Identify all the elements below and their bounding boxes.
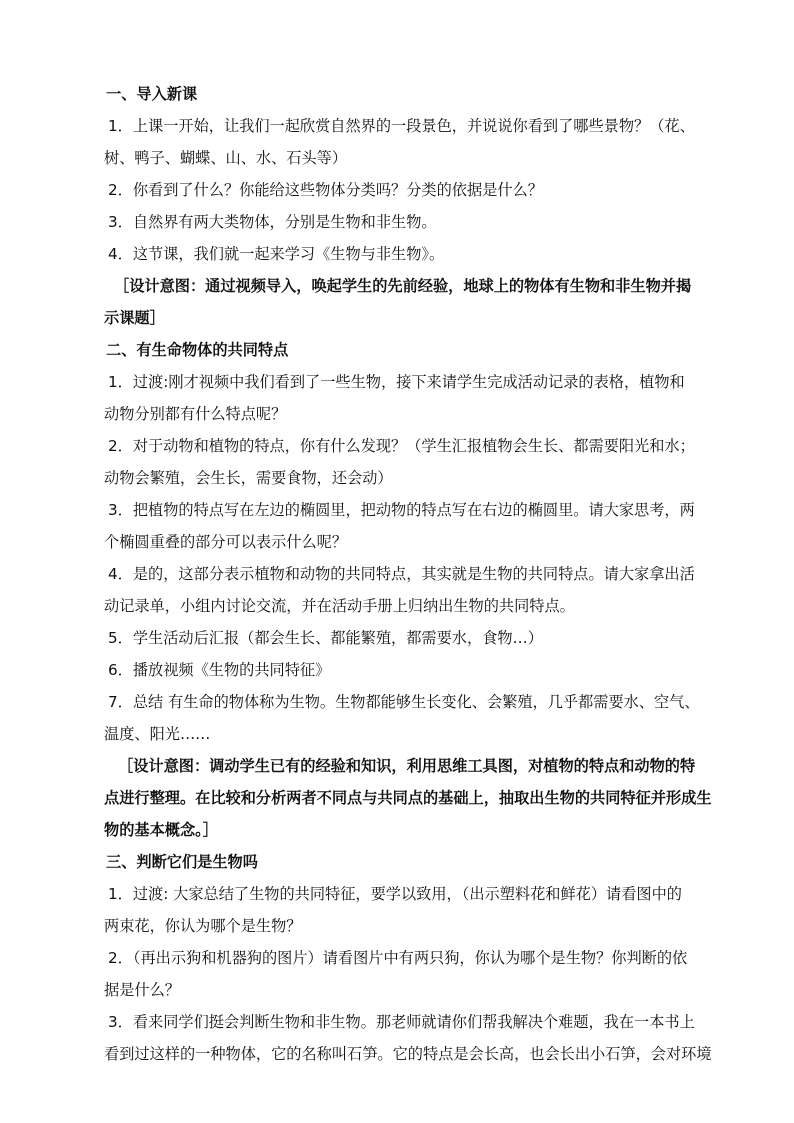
paragraph-line: 6．播放视频《生物的共同特征》 [108, 661, 331, 679]
paragraph-line: 个椭圆重叠的部分可以表示什么呢？ [104, 533, 347, 551]
section-heading-common-traits: 二、有生命物体的共同特点 [106, 341, 289, 359]
section-heading-judge: 三、判断它们是生物吗 [106, 853, 258, 871]
paragraph-line: 3．看来同学们挺会判断生物和非生物。那老师就请你们帮我解决个难题，我在一本书上 [108, 1013, 695, 1031]
paragraph-line: 树、鸭子、蝴蝶、山、水、石头等） [104, 149, 347, 167]
paragraph-line: 1．过渡:刚才视频中我们看到了一些生物，接下来请学生完成活动记录的表格，植物和 [108, 373, 685, 391]
paragraph-line: 3．自然界有两大类物体，分别是生物和非生物。 [108, 213, 437, 231]
paragraph-line: 动记录单，小组内讨论交流，并在活动手册上归纳出生物的共同特点。 [104, 597, 575, 615]
design-intent-note: 示课题］ [104, 309, 165, 327]
paragraph-line: 2．你看到了什么？你能给这些物体分类吗？分类的依据是什么？ [108, 181, 543, 199]
paragraph-line: 动物会繁殖，会生长，需要食物，还会动） [104, 469, 393, 487]
paragraph-line: 1．上课一开始，让我们一起欣赏自然界的一段景色，并说说你看到了哪些景物？（花、 [108, 117, 695, 135]
paragraph-line: 2．对于动物和植物的特点，你有什么发现？（学生汇报植物会生长、都需要阳光和水； [108, 437, 695, 455]
paragraph-line: 1．过渡: 大家总结了生物的共同特征，要学以致用，（出示塑料花和鲜花）请看图中的 [108, 885, 682, 903]
paragraph-line: 据是什么？ [104, 981, 180, 999]
document-page [106, 78, 718, 1070]
paragraph-line: 5．学生活动后汇报（都会生长、都能繁殖，都需要水，食物…） [108, 629, 543, 647]
paragraph-line: 3．把植物的特点写在左边的椭圆里，把动物的特点写在右边的椭圆里。请大家思考，两 [108, 501, 695, 519]
paragraph-line: 7．总结 有生命的物体称为生物。生物都能够生长变化、会繁殖，几乎都需要水、空气、 [108, 693, 700, 711]
paragraph-line: 4．是的，这部分表示植物和动物的共同特点，其实就是生物的共同特点。请大家拿出活 [108, 565, 695, 583]
paragraph-line: 2．（再出示狗和机器狗的图片）请看图片中有两只狗，你认为哪个是生物？你判断的依 [108, 949, 688, 967]
paragraph-line: 两束花，你认为哪个是生物？ [104, 917, 302, 935]
paragraph-line: 4．这节课，我们就一起来学习《生物与非生物》。 [108, 245, 445, 263]
design-intent-note: ［设计意图：通过视频导入，唤起学生的先前经验，地球上的物体有生物和非生物并揭 [114, 277, 692, 295]
design-intent-note: 物的基本概念。］ [104, 821, 218, 839]
design-intent-note: ［设计意图：调动学生已有的经验和知识，利用思维工具图，对植物的特点和动物的特 [118, 757, 696, 775]
paragraph-line: 看到过这样的一种物体，它的名称叫石笋。它的特点是会长高，也会长出小石笋，会对环境 [104, 1045, 712, 1063]
design-intent-note: 点进行整理。在比较和分析两者不同点与共同点的基础上，抽取出生物的共同特征并形成生 [104, 789, 712, 807]
paragraph-line: 动物分别都有什么特点呢？ [104, 405, 287, 423]
section-heading-intro: 一、导入新课 [106, 85, 198, 103]
paragraph-line: 温度、阳光…… [104, 725, 211, 743]
